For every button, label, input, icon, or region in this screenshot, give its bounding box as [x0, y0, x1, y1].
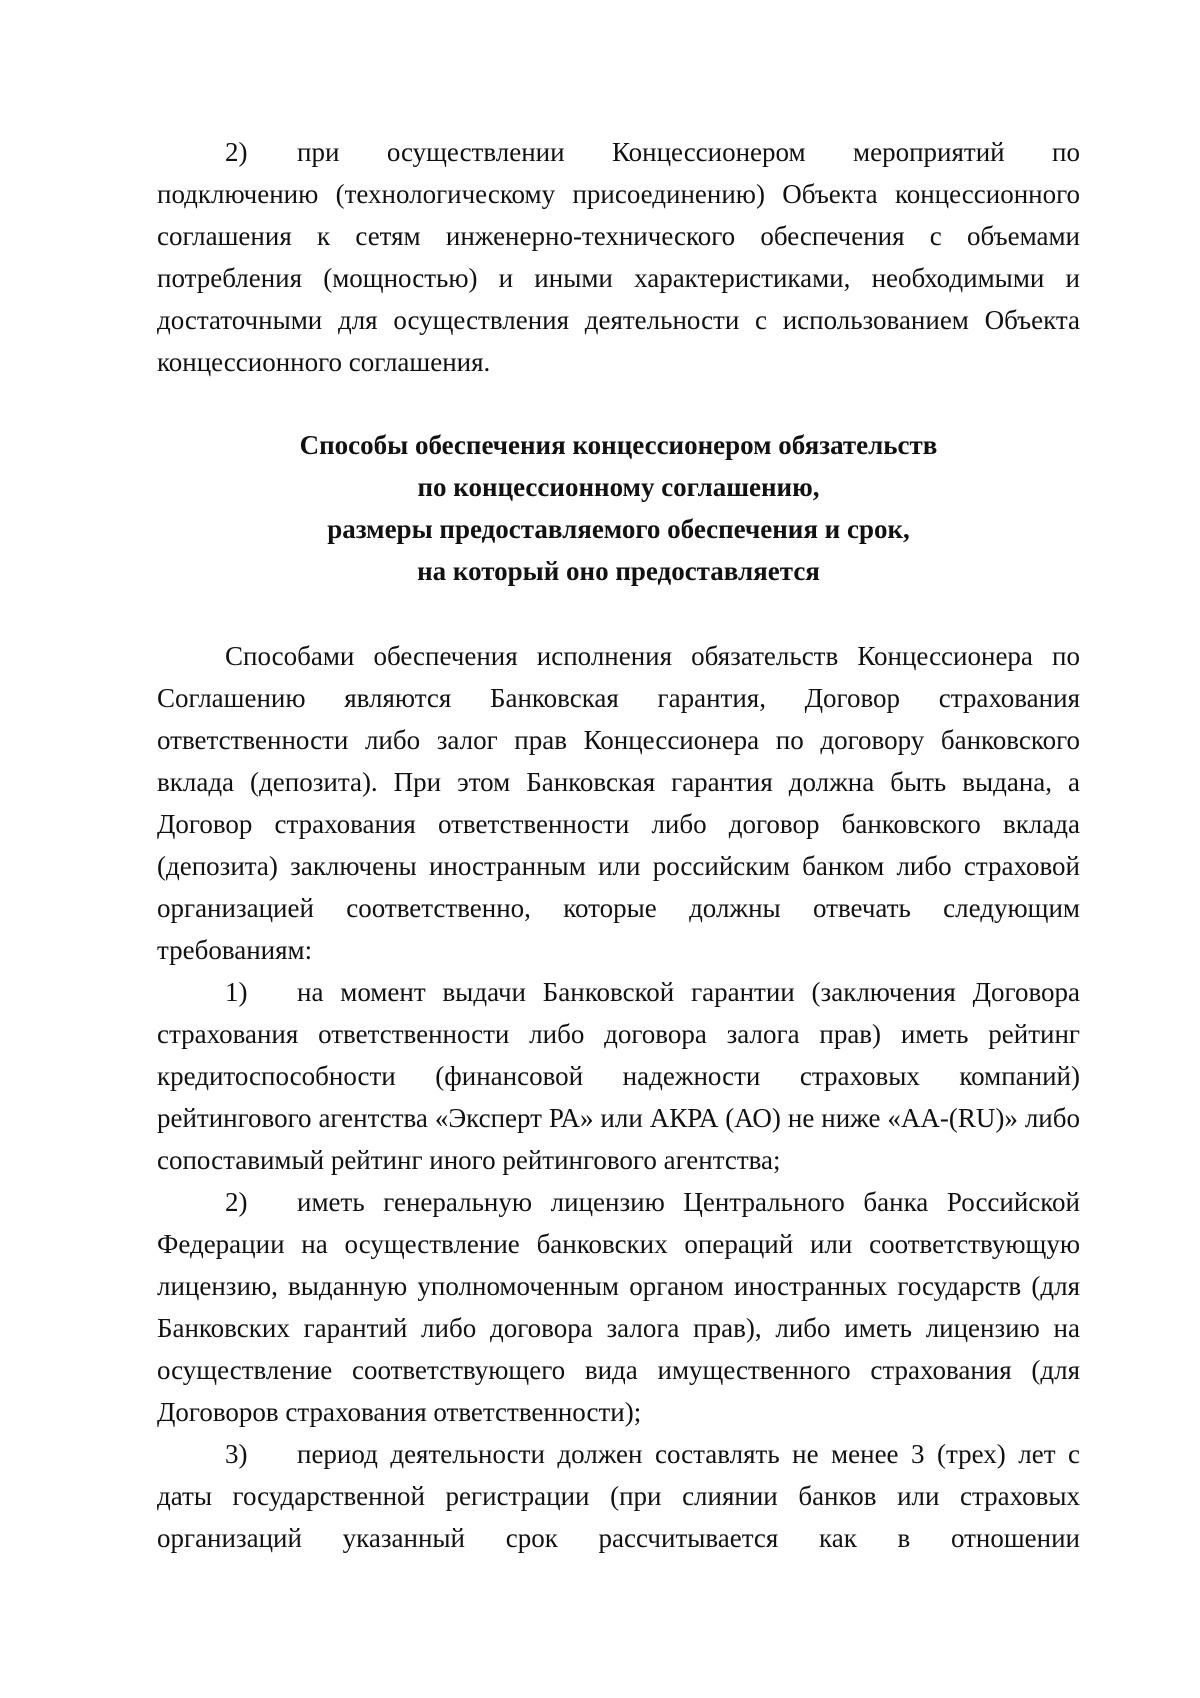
- heading-line-1: Способы обеспечения концессионером обязательств: [299, 430, 938, 460]
- list-item-text: на момент выдачи Банковской гарантии (заключения Договора страхования ответственности либо договора залога прав) иметь рейтинг кредитоспособности (финансовой надежности страховых компаний) рейтингового агентства «Эксперт РА» или АКРА (АО) не ниже «AA-(RU)» либо сопоставимый рейтинг иного рейтингового агентства;: [157, 977, 1080, 1175]
- list-item-text: период деятельности должен составлять не менее 3 (трех) лет с даты государственной регистрации (при слиянии банков или страховых организаций указанный срок рассчитывается как в отношении: [157, 1439, 1080, 1553]
- list-item-number: 2): [225, 137, 248, 167]
- list-item-number: 3): [225, 1439, 248, 1469]
- heading-line-4: на который оно предоставляется: [417, 556, 820, 586]
- heading-line-2: по концессионному соглашению,: [417, 472, 820, 502]
- list-item: [157, 131, 1080, 383]
- list-item-number: 2): [225, 1187, 248, 1217]
- list-item: [157, 971, 1080, 1181]
- list-item-text: иметь генеральную лицензию Центрального банка Российской Федерации на осуществление банковских операций или соответствующую лицензию, выданную уполномоченным органом иностранных государств (для Банковских гарантий либо договора залога прав), либо иметь лицензию на осуществление соответствующего вида имущественного страхования (для Договоров страхования ответственности);: [157, 1187, 1080, 1427]
- list-item: [157, 1181, 1080, 1433]
- list-item-number: 1): [225, 977, 248, 1007]
- list-item: [157, 1433, 1080, 1559]
- document-page: [157, 131, 1080, 1559]
- section-heading: [157, 424, 1080, 592]
- list-item-text: при осуществлении Концессионером мероприятий по подключению (технологическому присоединению) Объекта концессионного соглашения к сетям инженерно-технического обеспечения с объемами потребления (мощностью) и иными характеристиками, необходимыми и достаточными для осуществления деятельности с использованием Объекта концессионного соглашения.: [157, 137, 1080, 377]
- intro-paragraph: Способами обеспечения исполнения обязательств Концессионера по Соглашению являются Банковская гарантия, Договор страхования ответственности либо залог прав Концессионера по договору банковского вклада (депозита). При этом Банковская гарантия должна быть выдана, а Договор страхования ответственности либо договор банковского вклада (депозита) заключены иностранным или российским банком либо страховой организацией соответственно, которые должны отвечать следующим требованиям:: [157, 641, 1080, 965]
- heading-line-3: размеры предоставляемого обеспечения и срок,: [327, 514, 910, 544]
